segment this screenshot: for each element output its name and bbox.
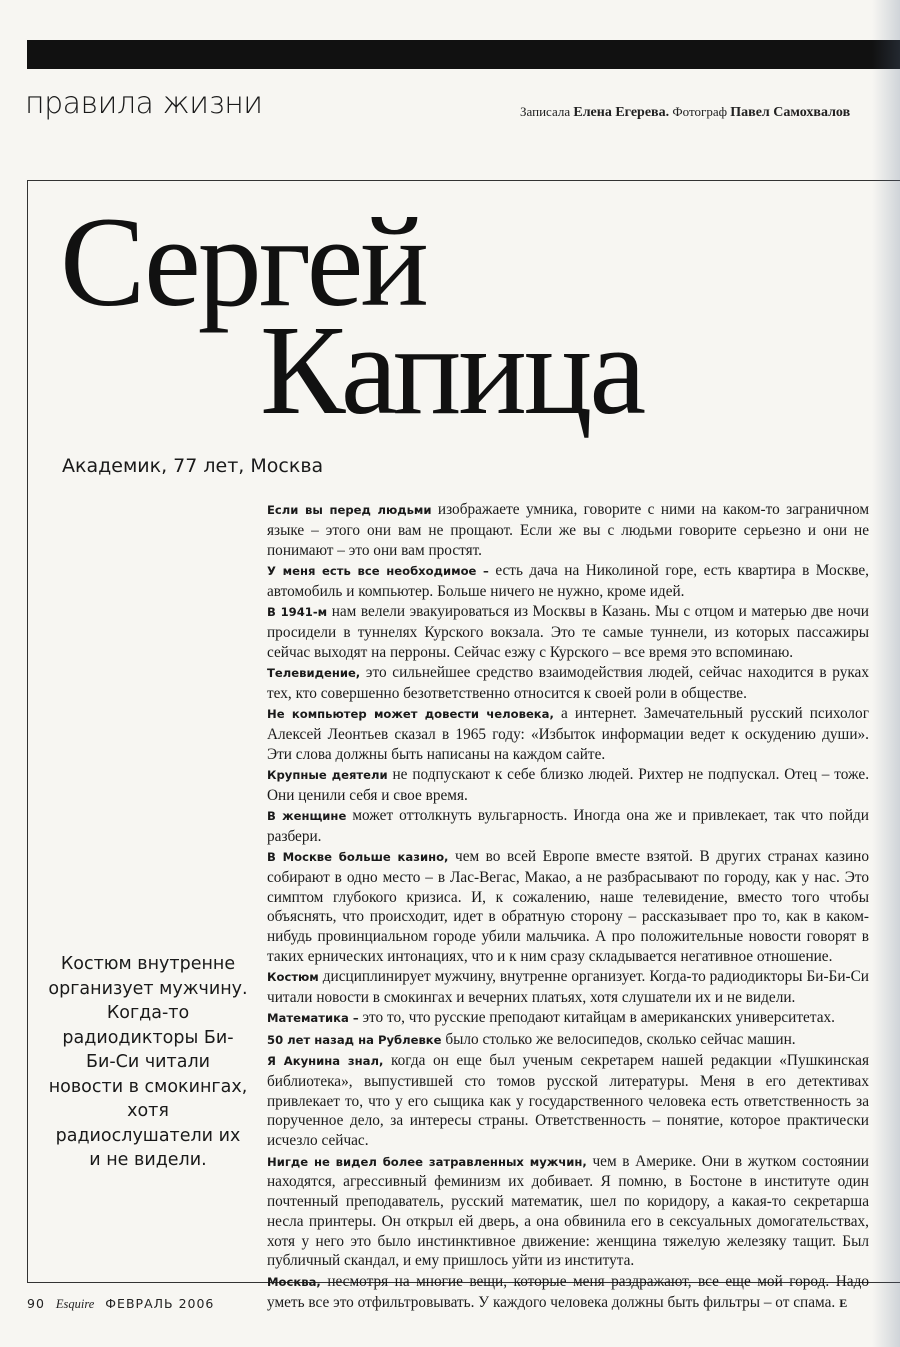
- page-number: 90: [27, 1296, 45, 1311]
- pull-quote: Костюм внутренне организует мужчину. Когда-то радиодикторы Би-Би-Си читали новости в смокингах, хотя радиослушатели их и не видели.: [48, 954, 248, 1170]
- paragraph-lead: 50 лет назад на Рублевке: [267, 1032, 442, 1047]
- paragraph-lead: Я Акунина знал,: [267, 1054, 384, 1069]
- paragraph-text: это то, что русские преподают китайцам в американских университетах.: [362, 1009, 835, 1027]
- article-paragraph: [267, 765, 869, 806]
- person-first-name: Сергей: [60, 191, 426, 333]
- paragraph-text: несмотря на многие вещи, которые меня раздражают, все еще мой город. Надо уметь все это отфильтровывать. У каждого человека должны быть фильтры – от спама.: [267, 1272, 870, 1311]
- issue-date: ФЕВРАЛЬ 2006: [105, 1296, 215, 1311]
- paragraph-text: нам велели эвакуироваться из Москвы в Казань. Мы с отцом и матерью две ночи просидели в туннелях Курского вокзала. Это те самые туннели, из которых пассажиры сейчас выходят на перроны. Сейчас езжу с Курского – все время это вспоминаю.: [267, 602, 869, 661]
- credit-label-photographer: Фотограф: [672, 104, 728, 119]
- paragraph-lead: Костюм: [267, 970, 319, 985]
- paragraph-text: чем во всей Европе вместе взятой. В других странах казино собирают в одно место – в Лас-Вегас, Макао, а не разбрасывают по городу, как у нас. Это симптом глубокого кризиса. И, к сожалению, наше телевидение, вместо того чтобы объяснять, что происходит, идет в обратную сторону – рассказывает про то, как в каком-нибудь провинциальном городе убили мальчика. А про положительные новости говорят в таких ернических интонациях, что и к ним сразу складывается негативное отношение.: [267, 848, 869, 966]
- article-paragraph: [267, 704, 869, 764]
- article-paragraph: [267, 663, 869, 704]
- article-paragraph: [267, 561, 869, 602]
- article-paragraph: [267, 806, 869, 847]
- paragraph-text: было столько же велосипедов, сколько сейчас машин.: [445, 1030, 796, 1048]
- paragraph-text: чем в Америке. Они в жутком состоянии находятся, агрессивный феминизм их добивает. Я помню, в Бостоне в институте один почтенный преподаватель, русский математик, шел по коридору, а какая-то секретарша несла принтеры. Он открыл ей дверь, а она обвинила его в сексуальных домогательствах, хотя у него это было инстинктивное движение: женщина тяжелую железяку тащит. Был публичный скандал, и ему пришлось уйти из института.: [267, 1152, 869, 1270]
- paragraph-lead: У меня есть все необходимое –: [267, 563, 489, 578]
- paragraph-lead: Если вы перед людьми: [267, 503, 432, 517]
- person-name: [60, 191, 644, 441]
- credit-label-writer: Записала: [520, 104, 571, 119]
- paragraph-lead: Нигде не видел более затравленных мужчин,: [267, 1154, 587, 1169]
- article-paragraph: [267, 1152, 869, 1272]
- credits: [520, 104, 850, 121]
- article-body: [267, 500, 869, 1314]
- paragraph-lead: Математика –: [267, 1011, 359, 1026]
- article-paragraph: [267, 1030, 869, 1051]
- article-paragraph: [267, 602, 869, 662]
- person-subtitle: Академик, 77 лет, Москва: [62, 455, 324, 477]
- article-paragraph: [267, 847, 869, 967]
- paragraph-lead: Не компьютер может довести человека,: [267, 706, 554, 721]
- credit-writer-name: Елена Егерева.: [573, 105, 670, 120]
- header-bar: [27, 40, 900, 69]
- paragraph-lead: Телевидение,: [267, 665, 361, 680]
- paragraph-text: а интернет. Замечательный русский психолог Алексей Леонтьев сказал в 1965 году: «Избыток информации ведет к оскудению души». Эти слова должны быть написаны на каждом сайте.: [267, 704, 869, 763]
- article-paragraph: [267, 1272, 869, 1314]
- magazine-name: Esquire: [55, 1297, 95, 1311]
- paragraph-text: это сильнейшее средство взаимодействия людей, сейчас находится в руках тех, кто совершенно безответственно относится к своей роли в обществе.: [267, 663, 869, 702]
- article-paragraph: [267, 1051, 869, 1151]
- article-paragraph: [267, 967, 869, 1008]
- paragraph-lead: В женщине: [267, 808, 347, 823]
- person-last-name: Капица: [260, 299, 644, 441]
- credit-photographer-name: Павел Самохвалов: [730, 105, 851, 120]
- article-paragraph: [267, 1008, 869, 1029]
- section-title: правила жизни: [25, 86, 263, 121]
- paragraph-lead: Москва,: [267, 1274, 321, 1289]
- article-paragraph: [267, 500, 869, 560]
- paragraph-lead: В 1941-м: [267, 604, 328, 619]
- paragraph-text: изображаете умника, говорите с ними на каком-то заграничном языке – этого они вам не прощают. Если же вы с людьми говорите серьезно и они не понимают – это они вам простят.: [267, 501, 870, 559]
- page-edge-shadow: [872, 0, 900, 1347]
- paragraph-lead: Крупные деятели: [267, 767, 388, 782]
- paragraph-lead: В Москве больше казино,: [267, 850, 449, 865]
- end-mark-icon: E: [839, 1295, 848, 1310]
- paragraph-text: может оттолкнуть вульгарность. Иногда она же и привлекает, так что пойди разбери.: [267, 806, 869, 845]
- paragraph-text: дисциплинирует мужчину, внутренне организует. Когда-то радиодикторы Би-Би-Си читали новости в смокингах и вечерних платьях, хотя слушатели их и не видели.: [267, 968, 869, 1007]
- paragraph-text: есть дача на Николиной горе, есть квартира в Москве, автомобиль и компьютер. Больше ничего не нужно, кроме идей.: [267, 561, 869, 600]
- page-footer: [27, 1296, 214, 1312]
- paragraph-text: не подпускают к себе близко людей. Рихтер не подпускал. Отец – тоже. Они ценили себя и свое время.: [267, 765, 870, 804]
- paragraph-text: когда он еще был ученым секретарем нашей редакции «Пушкинская библиотека», выпустившей сто томов русской литературы. Меня в его детективах привлекает то, что у его сыщика как у государственного человека есть ответственность за порученное дело, за интересы страны. Ответственность – понятие, которое практически исчезло сейчас.: [267, 1052, 869, 1150]
